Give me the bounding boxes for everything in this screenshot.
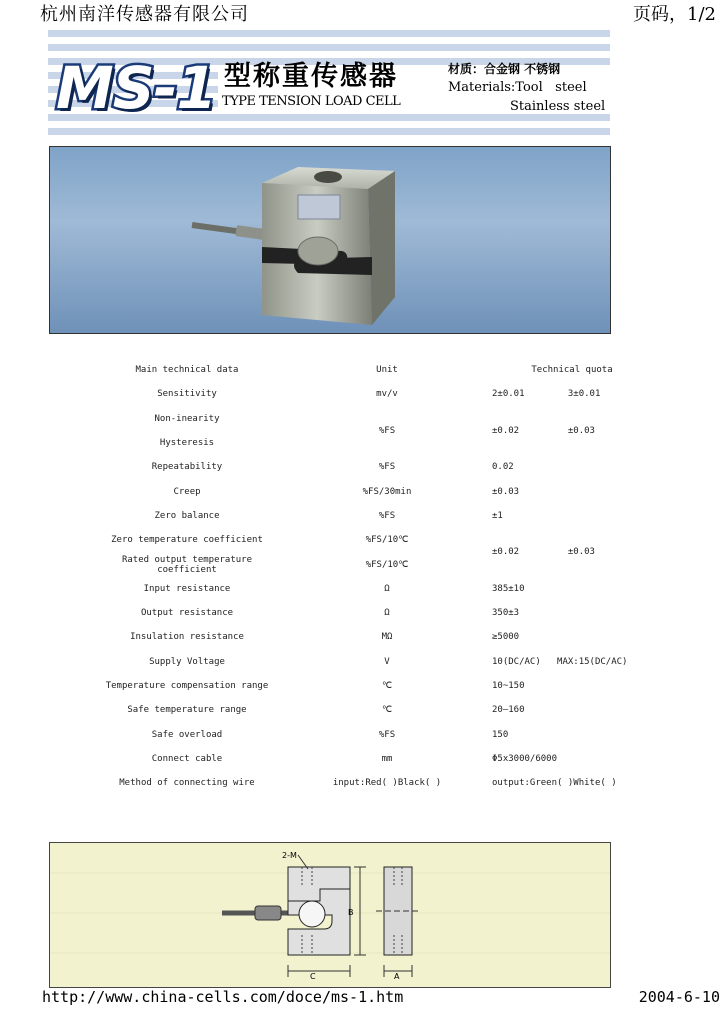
label-a: A [394,972,400,981]
table-row [92,528,652,552]
spec-unit: Ω [384,583,390,594]
spec-unit: ℃ [381,681,393,691]
banner-stripe [48,44,610,51]
spec-unit: input:Red( )Black( ) [332,778,442,789]
spec-value: Φ5x3000/6000 [492,753,558,764]
table-row [92,601,652,625]
spec-value: 350±3 [492,608,520,619]
table-row [92,674,652,698]
table-row [92,625,652,649]
spec-name: Temperature compensation range [105,681,269,691]
table-row [92,698,652,722]
spec-name: Safe temperature range [127,705,247,716]
spec-name: Sensitivity [157,389,217,400]
spec-name: Method of connecting wire [119,778,255,789]
column-header-name: Main technical data [135,365,239,376]
spec-unit: MΩ [381,632,393,643]
spec-value: 20—160 [492,705,525,716]
spec-unit: V [384,656,390,667]
spec-unit: Ω [384,608,390,619]
specification-table [92,358,652,795]
spec-unit: mv/v [376,389,398,400]
spec-name: Connect cable [151,753,223,764]
spec-name: Hysteresis [159,438,215,449]
spec-value: 150 [492,729,509,740]
table-row [92,455,652,479]
table-row [92,577,652,601]
spec-unit: %FS/10℃ [365,559,409,570]
spec-name: Zero balance [154,510,220,521]
spec-value: ≥5000 [492,632,520,643]
material-english-line2: Stainless steel [510,99,606,114]
spec-value: ±0.02 ±0.03 [492,547,595,558]
table-row [92,479,652,503]
spec-name: Output resistance [140,608,234,619]
table-row [92,407,652,431]
banner-stripe [48,128,610,135]
specification-table-body [92,358,652,795]
spec-value: ±0.02 ±0.03 [492,425,595,436]
column-header-value: Technical quota [531,365,613,376]
title-chinese: 型称重传感器 [224,61,398,92]
spec-unit: %FS/10℃ [365,535,409,546]
spec-unit: ℃ [381,705,393,716]
spec-unit: %FS [378,510,396,521]
table-row [92,650,652,674]
label-m: 2-M [282,851,297,860]
spec-value: output:Green( )White( ) [492,778,617,789]
table-row [92,771,652,795]
dimension-drawing [49,842,611,988]
spec-value: 2±0.01 3±0.01 [492,389,601,400]
spec-value: ±0.03 [492,486,520,497]
spec-name: Safe overload [151,729,223,740]
title-english: TYPE TENSION LOAD CELL [222,94,401,109]
spec-name: Repeatability [151,462,223,473]
spec-value: ±1 [492,510,503,521]
spec-value: 10(DC/AC) MAX:15(DC/AC) [492,656,628,667]
spec-unit: %FS [378,462,396,473]
product-photo [49,146,611,334]
footer-date: 2004-6-10 [638,988,720,1006]
spec-name: Zero temperature coefficient [111,535,263,546]
page-number: 页码，1/2 [633,4,716,25]
spec-name: Non-inearity [154,413,220,424]
table-row [92,722,652,746]
dimension-diagram [50,843,610,987]
spec-name: Supply Voltage [149,656,225,667]
spec-unit: %FS [378,425,396,436]
spec-value: 10~150 [492,681,525,691]
label-c: C [310,972,316,981]
column-header-unit: Unit [376,365,398,376]
spec-unit: %FS/30min [362,486,412,497]
material-english: Materials:Tool steel [448,80,587,95]
spec-unit: mm [381,753,393,764]
table-header-row [92,358,652,382]
banner-stripe [48,30,610,37]
table-row [92,382,652,406]
table-row [92,504,652,528]
spec-value: 0.02 [492,462,514,473]
load-cell-illustration [50,147,610,333]
footer-url[interactable]: http://www.china-cells.com/doce/ms-1.htm [42,988,404,1006]
spec-name: Input resistance [143,583,231,594]
spec-unit: %FS [378,729,396,740]
spec-name: Insulation resistance [130,632,244,643]
company-name: 杭州南洋传感器有限公司 [40,4,249,25]
table-row [92,747,652,771]
label-b: B [348,908,354,917]
spec-value: 385±10 [492,583,525,594]
material-chinese: 材质：合金钢 不锈钢 [448,62,561,76]
model-logo: MS-1 [56,54,216,122]
spec-name: Creep [173,486,201,497]
spec-name: Rated output temperature coefficient [121,554,253,575]
